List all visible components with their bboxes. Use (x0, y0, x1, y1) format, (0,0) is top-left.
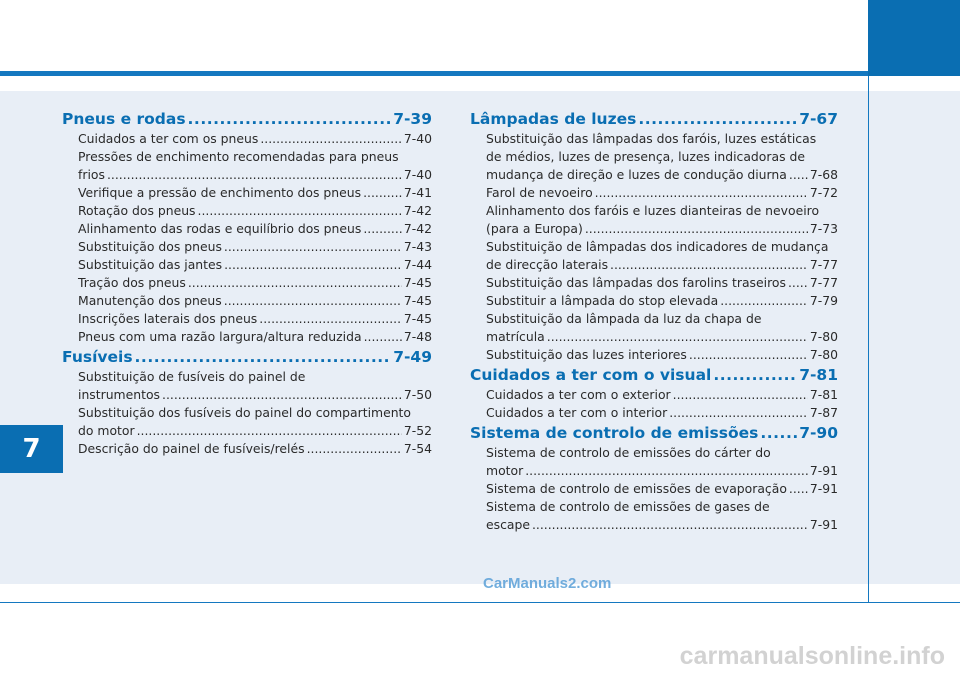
toc-page-number: 7-42 (403, 221, 432, 236)
dot-leader (224, 256, 402, 274)
toc-entry[interactable] (62, 440, 432, 458)
toc-entry-continued: Substituição de fusíveis do painel de (78, 369, 306, 384)
dot-leader (789, 480, 808, 498)
toc-section-heading[interactable] (470, 364, 838, 386)
toc-entry-title: Cuidados a ter com o exterior (486, 387, 671, 402)
toc-entry-title: Substituição das luzes interiores (486, 347, 687, 362)
toc-entry[interactable] (470, 274, 838, 292)
toc-entry-title: Substituição das lâmpadas dos farolins traseiros (486, 275, 786, 290)
toc-page-number: 7-45 (403, 293, 432, 308)
dot-leader (188, 274, 402, 292)
toc-entry[interactable] (62, 166, 432, 184)
toc-entry[interactable] (470, 346, 838, 364)
dot-leader (760, 422, 797, 444)
toc-entry[interactable] (470, 386, 838, 404)
dot-leader (638, 108, 797, 130)
toc-entry-continued: Substituição dos fusíveis do painel do compartimento (78, 405, 411, 420)
toc-entry-title: mudança de direção e luzes de condução diurna (486, 167, 787, 182)
dot-leader (532, 516, 808, 534)
toc-page-number: 7-40 (403, 131, 432, 146)
chapter-number: 7 (22, 434, 41, 464)
chapter-tab (0, 425, 63, 473)
dot-leader (720, 292, 808, 310)
toc-right-column (470, 108, 838, 534)
toc-entry[interactable] (62, 184, 432, 202)
toc-entry-title: Pneus com uma razão largura/altura reduzida (78, 329, 362, 344)
toc-entry[interactable] (62, 328, 432, 346)
toc-entry-continued: Substituição da lâmpada da luz da chapa de (486, 311, 762, 326)
toc-entry[interactable] (62, 256, 432, 274)
toc-page-number: 7-77 (809, 275, 838, 290)
dot-leader (525, 462, 808, 480)
toc-entry[interactable] (62, 130, 432, 148)
dot-leader (788, 274, 808, 292)
toc-entry-title: Rotação dos pneus (78, 203, 196, 218)
toc-entry-title: do motor (78, 423, 135, 438)
dot-leader (137, 422, 402, 440)
toc-page-number: 7-40 (403, 167, 432, 182)
dot-leader (260, 130, 402, 148)
toc-entry[interactable] (62, 274, 432, 292)
footer-watermark[interactable]: carmanualsonline.info (679, 642, 945, 670)
watermark-carmanuals2[interactable]: CarManuals2.com (483, 575, 612, 592)
toc-entry[interactable] (470, 404, 838, 422)
dot-leader (364, 328, 402, 346)
toc-entry[interactable] (62, 310, 432, 328)
toc-entry-title: Fusíveis (62, 348, 133, 366)
toc-entry-title: motor (486, 463, 524, 478)
toc-section-heading[interactable] (470, 422, 838, 444)
dot-leader (547, 328, 808, 346)
toc-entry[interactable] (470, 462, 838, 480)
dot-leader (689, 346, 808, 364)
toc-entry-title: instrumentos (78, 387, 160, 402)
dot-leader (224, 292, 402, 310)
toc-entry-title: Manutenção dos pneus (78, 293, 222, 308)
toc-entry-title: Substituir a lâmpada do stop elevada (486, 293, 719, 308)
toc-entry[interactable] (470, 328, 838, 346)
dot-leader (363, 220, 402, 238)
toc-page-number: 7-44 (403, 257, 432, 272)
toc-entry-title: escape (486, 517, 530, 532)
dot-leader (198, 202, 402, 220)
toc-entry[interactable] (62, 220, 432, 238)
toc-page-number: 7-41 (403, 185, 432, 200)
toc-page-number: 7-80 (809, 329, 838, 344)
dot-leader (162, 386, 402, 404)
toc-page-number: 7-87 (809, 405, 838, 420)
dot-leader (669, 404, 808, 422)
toc-entry-continued: Pressões de enchimento recomendadas para pneus (78, 149, 399, 164)
toc-page-number: 7-79 (809, 293, 838, 308)
toc-entry[interactable] (62, 422, 432, 440)
toc-entry-title: Cuidados a ter com o visual (470, 366, 712, 384)
toc-page-number: 7-50 (403, 387, 432, 402)
toc-entry-title: frios (78, 167, 105, 182)
dot-leader (363, 184, 402, 202)
dot-leader (585, 220, 808, 238)
toc-page-number: 7-91 (809, 517, 838, 532)
dot-leader (135, 346, 392, 368)
toc-page-number: 7-45 (403, 311, 432, 326)
toc-entry-title: matrícula (486, 329, 545, 344)
dot-leader (713, 364, 797, 386)
toc-entry-title: Cuidados a ter com o interior (486, 405, 668, 420)
toc-page-number: 7-48 (403, 329, 432, 344)
toc-entry-title: Alinhamento das rodas e equilíbrio dos pneus (78, 221, 362, 236)
toc-entry[interactable] (470, 184, 838, 202)
toc-page-number: 7-68 (809, 167, 838, 182)
toc-entry-continued: de médios, luzes de presença, luzes indicadoras de (486, 149, 805, 164)
toc-page-number: 7-67 (799, 110, 838, 128)
toc-page-number: 7-39 (393, 110, 432, 128)
toc-page-number: 7-42 (403, 203, 432, 218)
toc-entry-title: Verifique a pressão de enchimento dos pneus (78, 185, 362, 200)
toc-entry-continued: Alinhamento dos faróis e luzes dianteiras de nevoeiro (486, 203, 820, 218)
toc-page-number: 7-91 (809, 481, 838, 496)
toc-page-number: 7-52 (403, 423, 432, 438)
toc-entry[interactable] (470, 480, 838, 498)
header-side-block (868, 0, 960, 76)
dot-leader (595, 184, 808, 202)
header-rule (0, 71, 868, 76)
toc-entry-title: Substituição dos pneus (78, 239, 222, 254)
dot-leader (188, 108, 392, 130)
toc-entry[interactable] (470, 220, 838, 238)
toc-entry-continued: Sistema de controlo de emissões de gases de (486, 499, 770, 514)
toc-entry-title: Pneus e rodas (62, 110, 186, 128)
dot-leader (307, 440, 402, 458)
toc-page-number: 7-43 (403, 239, 432, 254)
toc-entry-title: Cuidados a ter com os pneus (78, 131, 259, 146)
toc-entry-title: de direcção laterais (486, 257, 609, 272)
toc-entry[interactable] (62, 238, 432, 256)
toc-page-number: 7-54 (403, 441, 432, 456)
toc-entry-continued: Sistema de controlo de emissões do cárter do (486, 445, 771, 460)
toc-entry[interactable] (62, 386, 432, 404)
toc-entry-title: Inscrições laterais dos pneus (78, 311, 258, 326)
dot-leader (259, 310, 402, 328)
toc-page-number: 7-77 (809, 257, 838, 272)
toc-entry[interactable] (470, 516, 838, 534)
toc-page-number: 7-72 (809, 185, 838, 200)
toc-page-number: 7-90 (799, 424, 838, 442)
footer-rule-right (868, 602, 960, 603)
toc-page-number: 7-80 (809, 347, 838, 362)
dot-leader (224, 238, 402, 256)
toc-entry-title: Sistema de controlo de emissões de evaporação (486, 481, 787, 496)
toc-page-number: 7-81 (799, 366, 838, 384)
dot-leader (789, 166, 808, 184)
toc-entry-title: Tração dos pneus (78, 275, 186, 290)
toc-entry-title: (para a Europa) (486, 221, 583, 236)
dot-leader (107, 166, 402, 184)
vertical-divider (868, 76, 869, 603)
toc-page-number: 7-49 (393, 348, 432, 366)
toc-entry[interactable] (470, 166, 838, 184)
toc-entry-title: Lâmpadas de luzes (470, 110, 637, 128)
toc-page-number: 7-91 (809, 463, 838, 478)
toc-entry-continued: Substituição de lâmpadas dos indicadores de mudança (486, 239, 829, 254)
toc-entry-title: Farol de nevoeiro (486, 185, 593, 200)
dot-leader (673, 386, 808, 404)
toc-section-heading[interactable] (470, 108, 838, 130)
toc-left-column (62, 108, 432, 458)
toc-entry-continued: Substituição das lâmpadas dos faróis, luzes estáticas (486, 131, 817, 146)
dot-leader (610, 256, 808, 274)
footer-rule (0, 602, 868, 603)
toc-page-number: 7-73 (809, 221, 838, 236)
toc-entry-title: Sistema de controlo de emissões (470, 424, 759, 442)
toc-entry[interactable] (62, 292, 432, 310)
toc-section-heading[interactable] (62, 346, 432, 368)
toc-section-heading[interactable] (62, 108, 432, 130)
toc-entry[interactable] (470, 256, 838, 274)
toc-entry-title: Descrição do painel de fusíveis/relés (78, 441, 305, 456)
side-strip (868, 91, 960, 584)
toc-page-number: 7-45 (403, 275, 432, 290)
toc-entry[interactable] (62, 202, 432, 220)
toc-entry-title: Substituição das jantes (78, 257, 223, 272)
toc-entry[interactable] (470, 292, 838, 310)
toc-page-number: 7-81 (809, 387, 838, 402)
